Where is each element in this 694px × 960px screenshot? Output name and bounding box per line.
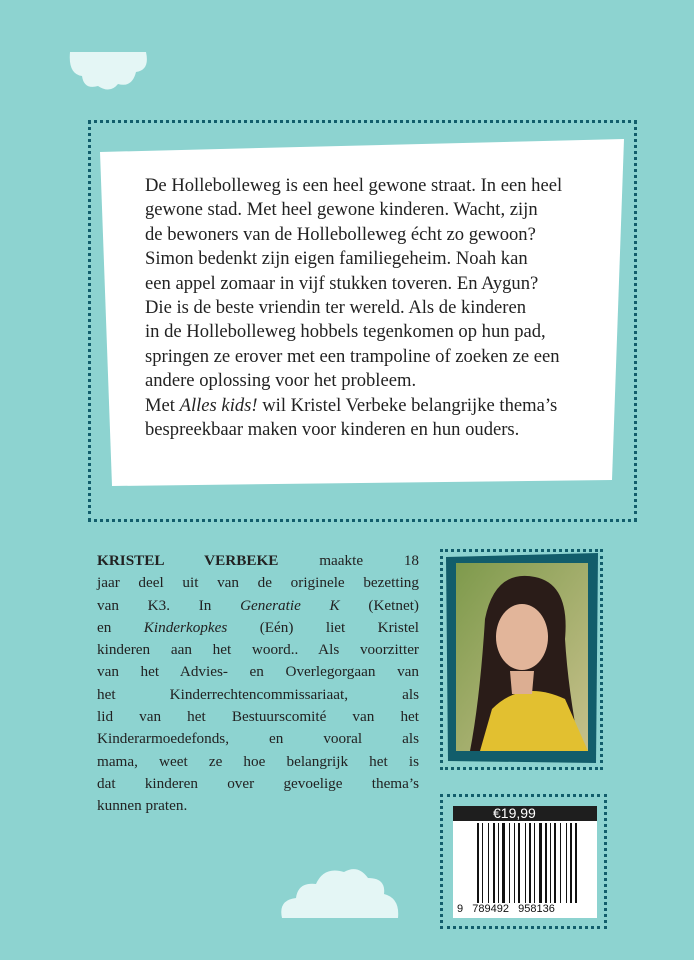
price-label: €19,99 [453, 806, 597, 821]
barcode-bar [560, 823, 561, 903]
text: van K3. In [97, 596, 241, 614]
blurb-line: Die is de beste vriendin ter wereld. Als de kinderen [145, 297, 527, 319]
cloud-decoration-bottom [278, 864, 402, 920]
bio-line: lid van het Bestuurscomité van het [97, 708, 419, 726]
barcode-bar [482, 823, 483, 903]
bio-line: kunnen praten. [97, 797, 188, 815]
barcode-bar [514, 823, 515, 903]
barcode-panel [453, 806, 597, 918]
text: maakte 18 [278, 552, 420, 569]
bio-line: het Kinderrechtencommissariaat, als [97, 685, 419, 703]
blurb-line: in de Hollebolleweg hobbels tegenkomen op hun pad, [145, 321, 546, 343]
bio-line: mama, weet ze hoe belangrijk het is [97, 752, 419, 770]
bio-line: Kinderarmoedefonds, en vooral als [97, 730, 419, 748]
barcode-bar [477, 823, 479, 903]
barcode-bar [550, 823, 551, 903]
author-name: KRISTEL VERBEKE [97, 552, 279, 569]
barcode-bar [566, 823, 567, 903]
barcode-bar [525, 823, 526, 903]
author-bio [97, 550, 419, 818]
blurb-line: een appel zomaar in vijf stukken toveren. En Aygun? [145, 272, 539, 294]
blurb-line: gewone stad. Met heel gewone kinderen. Wacht, zijn [145, 199, 538, 221]
bio-line [97, 595, 419, 617]
text: (Eén) liet Kristel [227, 618, 419, 636]
show-title: Kinderkopkes [143, 618, 228, 636]
barcode-bar [509, 823, 510, 903]
bio-line: jaar deel uit van de originele bezetting [97, 574, 419, 592]
bio-line: kinderen aan het woord.. Als voorzitter [97, 641, 419, 659]
series-title: Alles kids! [179, 394, 258, 416]
barcode-bar [518, 823, 520, 903]
blurb-line: de bewoners van de Hollebolleweg écht zo gewoon? [145, 223, 536, 245]
blurb-line: bespreekbaar maken voor kinderen en hun ouders. [145, 419, 520, 441]
blurb-line: andere oplossing voor het probleem. [145, 370, 417, 392]
bio-line: van het Advies- en Overlegorgaan van [97, 663, 419, 681]
text: en [97, 618, 144, 636]
barcode-bar [502, 823, 505, 903]
isbn-number: 9 789492 958136 [457, 903, 555, 915]
blurb-line: Simon bedenkt zijn eigen familiegeheim. Noah kan [145, 248, 528, 270]
bio-line [97, 550, 419, 572]
barcode-bar [539, 823, 542, 903]
show-title: Generatie K [240, 596, 340, 614]
barcode-bar [545, 823, 547, 903]
barcode-bar [529, 823, 531, 903]
barcode-bars [453, 821, 597, 903]
barcode-bar [534, 823, 535, 903]
barcode-bar [570, 823, 572, 903]
text: wil Kristel Verbeke belangrijke thema’s [257, 394, 558, 416]
barcode-bar [498, 823, 499, 903]
text: (Ketnet) [339, 596, 419, 614]
blurb-line: springen ze erover met een trampoline of zoeken ze een [145, 345, 560, 367]
bio-line [97, 617, 419, 639]
barcode-bar [575, 823, 577, 903]
blurb-line: De Hollebolleweg is een heel gewone straat. In een heel [145, 175, 563, 196]
barcode-bar [493, 823, 495, 903]
barcode-bar [554, 823, 556, 903]
bio-line: dat kinderen over gevoelige thema’s [97, 774, 419, 792]
author-photo [440, 549, 603, 770]
barcode-bar [488, 823, 489, 903]
text: Met [145, 394, 180, 416]
blurb-line [145, 394, 585, 418]
blurb-text [145, 174, 585, 442]
